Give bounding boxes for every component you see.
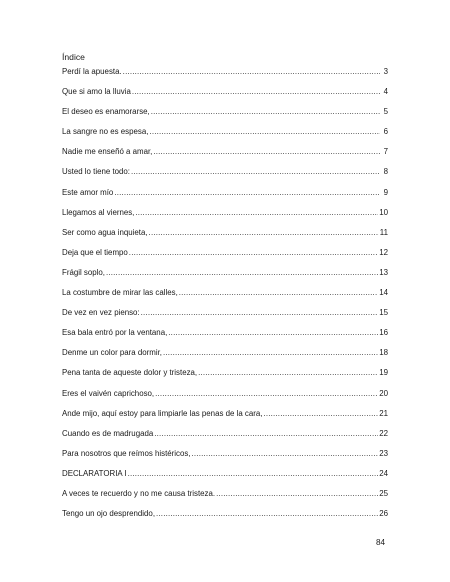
toc-entry-page: 19 [379,368,388,378]
toc-entry [62,367,388,387]
toc-entry-page: 6 [383,127,388,137]
toc-entry-title: La sangre no es espesa, [62,127,149,137]
toc-entry-title: La costumbre de mirar las calles, [62,288,178,298]
toc-dot-leader [132,86,380,98]
toc-entry-title: Ser como agua inquieta, [62,227,148,237]
toc-entry [62,267,388,287]
toc-entry [62,207,388,227]
toc-dot-leader [192,448,379,460]
toc-entry [62,488,388,508]
toc-entry [62,388,388,408]
toc-entry-title: El deseo es enamorarse, [62,107,150,117]
toc-entry [62,187,388,207]
toc-entry-page: 26 [379,509,388,519]
toc-dot-leader [129,247,378,259]
toc-entry-page: 10 [379,207,388,217]
toc-entry-title: De vez en vez pienso: [62,308,140,318]
toc-entry-title: Perdí la apuesta. [62,67,122,76]
toc-dot-leader [151,106,380,118]
toc-entry [62,66,388,86]
toc-dot-leader [135,207,378,219]
toc-dot-leader [163,347,378,359]
toc-entry-page: 23 [379,448,388,458]
toc-entry-page: 16 [379,328,388,338]
toc-entry [62,106,388,126]
toc-dot-leader [128,468,379,480]
toc-dot-leader [153,146,380,158]
toc-entry-page: 15 [379,308,388,318]
toc-dot-leader [155,388,378,400]
toc-entry [62,307,388,327]
page-number: 84 [376,538,386,547]
toc-dot-leader [141,307,379,319]
toc-dot-leader [216,488,378,500]
toc-entry-title: Que si amo la lluvia [62,87,131,97]
toc-dot-leader [154,428,378,440]
toc-entry-page: 3 [383,67,388,76]
toc-dot-leader [198,367,378,379]
toc-entry-title: Para nosotros que reímos histéricos, [62,448,191,458]
toc-dot-leader [131,166,380,178]
toc-entry-page: 14 [379,288,388,298]
toc-entry [62,247,388,267]
toc-entry-title: Ande mijo, aquí estoy para limpiarle las penas de la cara, [62,408,263,418]
toc-dot-leader [149,227,379,239]
toc-entry [62,166,388,186]
toc-entry [62,86,388,106]
toc-entry-title: Este amor mío [62,187,114,197]
toc-entry-title: Cuando es de madrugada [62,428,154,438]
toc-entry-page: 25 [379,488,388,498]
toc-list [62,66,388,528]
toc-dot-leader [123,66,380,78]
toc-dot-leader [179,287,378,299]
toc-entry [62,327,388,347]
toc-entry-title: Pena tanta de aqueste dolor y tristeza, [62,368,198,378]
toc-entry-page: 22 [379,428,388,438]
toc-entry-page: 8 [383,167,388,177]
toc-entry-title: Tengo un ojo desprendido, [62,509,156,519]
toc-entry-page: 4 [383,87,388,97]
toc-dot-leader [106,267,378,279]
toc-entry [62,468,388,488]
toc-entry [62,227,388,247]
toc-entry-page: 21 [379,408,388,418]
toc-entry-page: 7 [383,147,388,157]
toc-entry-title: Denme un color para dormir, [62,348,162,358]
toc-entry-page: 5 [383,107,388,117]
toc-entry [62,126,388,146]
toc-entry-title: A veces te recuerdo y no me causa tristeza. [62,488,216,498]
toc-entry-page: 18 [379,348,388,358]
toc-entry-title: Usted lo tiene todo: [62,167,130,177]
toc-dot-leader [263,408,378,420]
toc-entry-title: Nadie me enseñó a amar, [62,147,153,157]
toc-entry-title: DECLARATORIA I [62,468,127,478]
toc-dot-leader [149,126,380,138]
toc-entry-page: 12 [379,247,388,257]
toc-entry-page: 13 [379,267,388,277]
toc-entry-page: 9 [383,187,388,197]
toc-entry-page: 11 [379,227,388,237]
toc-dot-leader [168,327,378,339]
toc-dot-leader [114,187,380,199]
toc-entry-title: Eres el vaivén caprichoso, [62,388,155,398]
toc-entry-title: Frágil soplo, [62,267,105,277]
toc-entry-page: 20 [379,388,388,398]
toc-entry [62,347,388,367]
toc-entry [62,508,388,528]
toc-entry [62,287,388,307]
toc-entry-title: Llegamos al viernes, [62,207,135,217]
toc-entry-title: Deja que el tiempo [62,247,128,257]
toc-entry [62,448,388,468]
toc-heading: Índice [62,52,85,62]
toc-entry-page: 24 [379,468,388,478]
toc-entry [62,408,388,428]
toc-entry [62,146,388,166]
toc-entry [62,428,388,448]
toc-entry-title: Esa bala entró por la ventana, [62,328,168,338]
toc-dot-leader [156,508,378,520]
